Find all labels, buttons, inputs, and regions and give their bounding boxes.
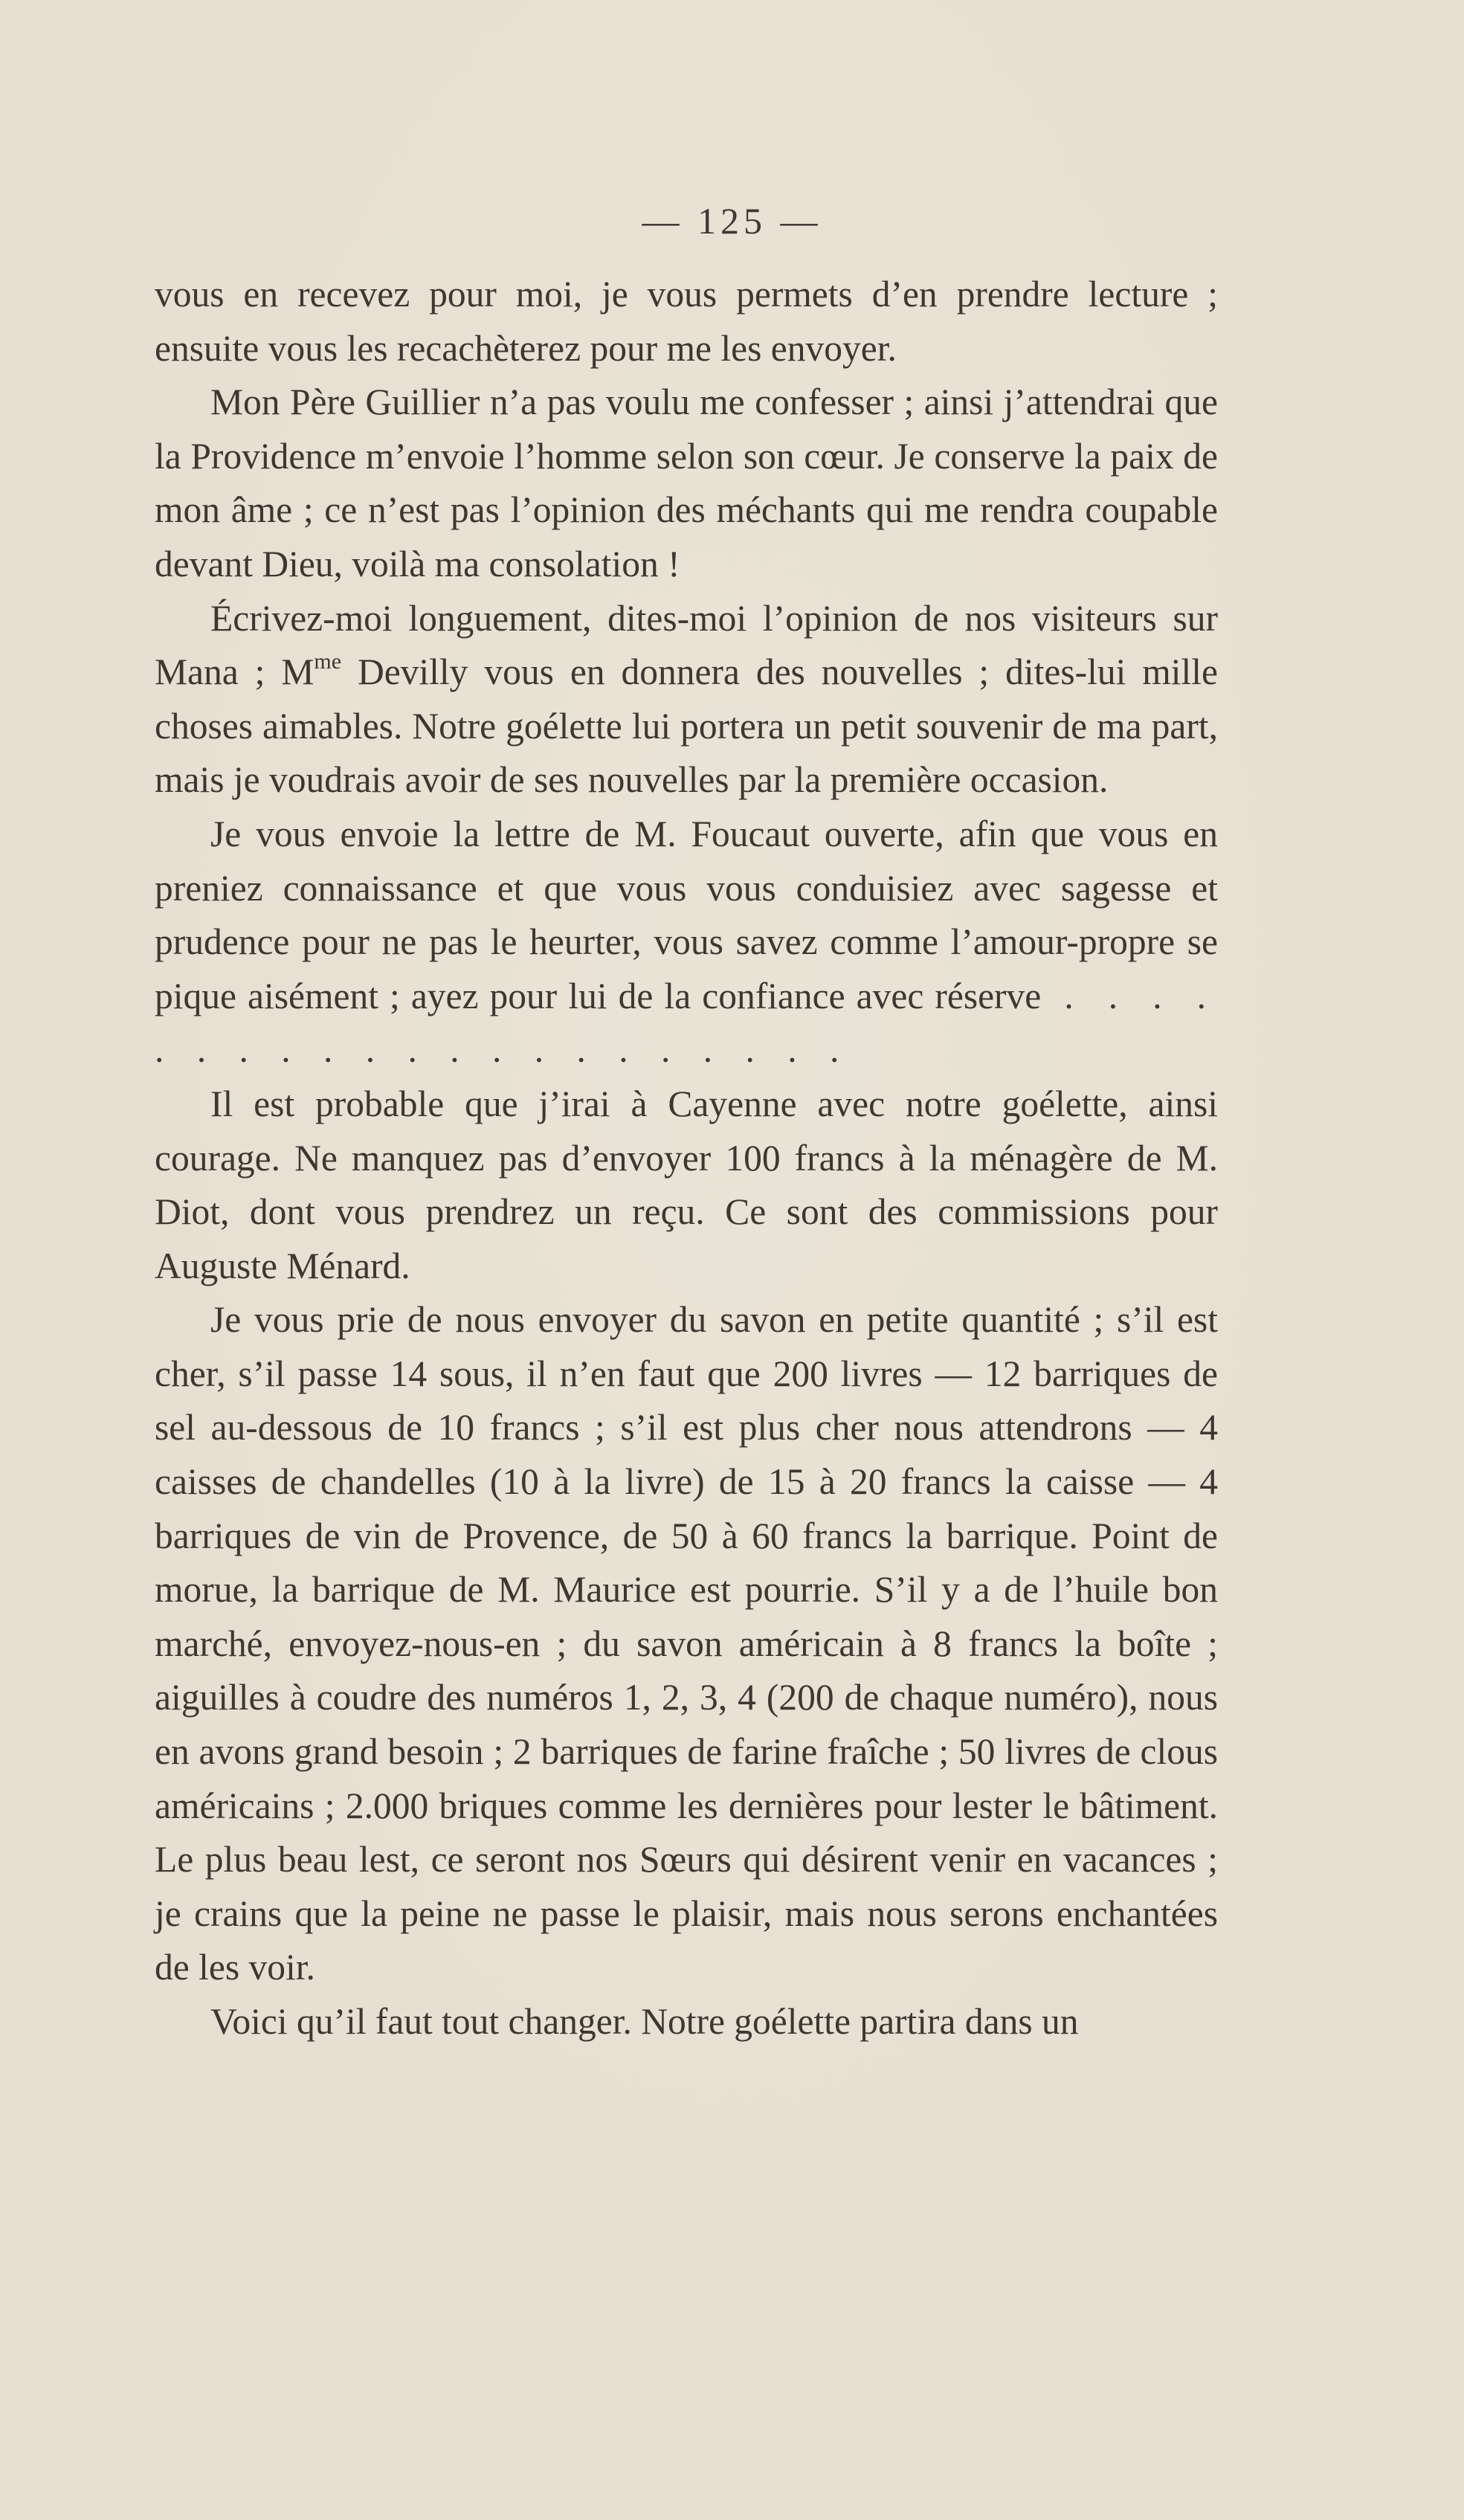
paragraph-5: Il est probable que j’irai à Cayenne avec notre goélette, ainsi courage. Ne manquez pas d’envoyer 100 francs à la ménagère de M. Diot, dont vous prendrez un reçu. Ce sont des commissions pour Auguste Ménard. xyxy=(155,1083,1218,1286)
paragraph-1: vous en recevez pour moi, je vous permets d’en prendre lecture ; ensuite vous les recachèterez pour me les envoyer. xyxy=(155,274,1218,369)
page-number: — 125 — xyxy=(642,200,822,242)
paragraph-4-text: Je vous envoie la lettre de M. Foucaut ouverte, afin que vous en preniez connaissance et que vous vous conduisiez avec sagesse et prudence pour ne pas le heurter, vous savez comme l’amour-propre se pique aisément ; ayez pour lui de la confiance avec réserve xyxy=(155,813,1218,1016)
paragraph-7: Voici qu’il faut tout changer. Notre goélette partira dans un xyxy=(210,2001,1079,2042)
paragraph-3-after: Devilly vous en donnera des nouvelles ; dites-lui mille choses aimables. Notre goélette lui portera un petit souvenir de ma part, mais je voudrais avoir de ses nouvelles par la première occasion. xyxy=(155,651,1218,801)
paragraph-6: Je vous prie de nous envoyer du savon en petite quantité ; s’il est cher, s’il passe 14 sous, il n’en faut que 200 livres — 12 barriques de sel au-dessous de 10 francs ; s’il est plus cher nous attendrons — 4 caisses de chandelles (10 à la livre) de 15 à 20 francs la caisse — 4 barriques de vin de Provence, de 50 à 60 francs la barrique. Point de morue, la barrique de M. Maurice est pourrie. S’il y a de l’huile bon marché, envoyez-nous-en ; du savon américain à 8 francs la boîte ; aiguilles à coudre des numéros 1, 2, 3, 4 (200 de chaque numéro), nous en avons grand besoin ; 2 barriques de farine fraîche ; 50 livres de clous américains ; 2.000 briques comme les dernières pour lester le bâtiment. Le plus beau lest, ce seront nos Sœurs qui désirent venir en vacances ; je crains que la peine ne passe le plaisir, mais nous serons enchantées de les voir. xyxy=(155,1299,1218,1988)
paragraph-3 xyxy=(155,592,1218,808)
paragraph-3-before: Écrivez-moi longuement, dites-moi l’opinion de nos visiteurs sur Mana ; M xyxy=(155,597,1218,693)
superscript-me: me xyxy=(314,648,342,674)
ellipsis-dots: . . . . . . . . . . . . . . . . . . . . . xyxy=(155,975,1218,1071)
body-text xyxy=(155,268,1218,2049)
paragraph-4 xyxy=(155,808,1218,1077)
paragraph-2: Mon Père Guillier n’a pas voulu me confesser ; ainsi j’attendrai que la Providence m’envoie l’homme selon son cœur. Je conserve la paix de mon âme ; ce n’est pas l’opinion des méchants qui me rendra coupable devant Dieu, voilà ma consolation ! xyxy=(155,381,1218,584)
